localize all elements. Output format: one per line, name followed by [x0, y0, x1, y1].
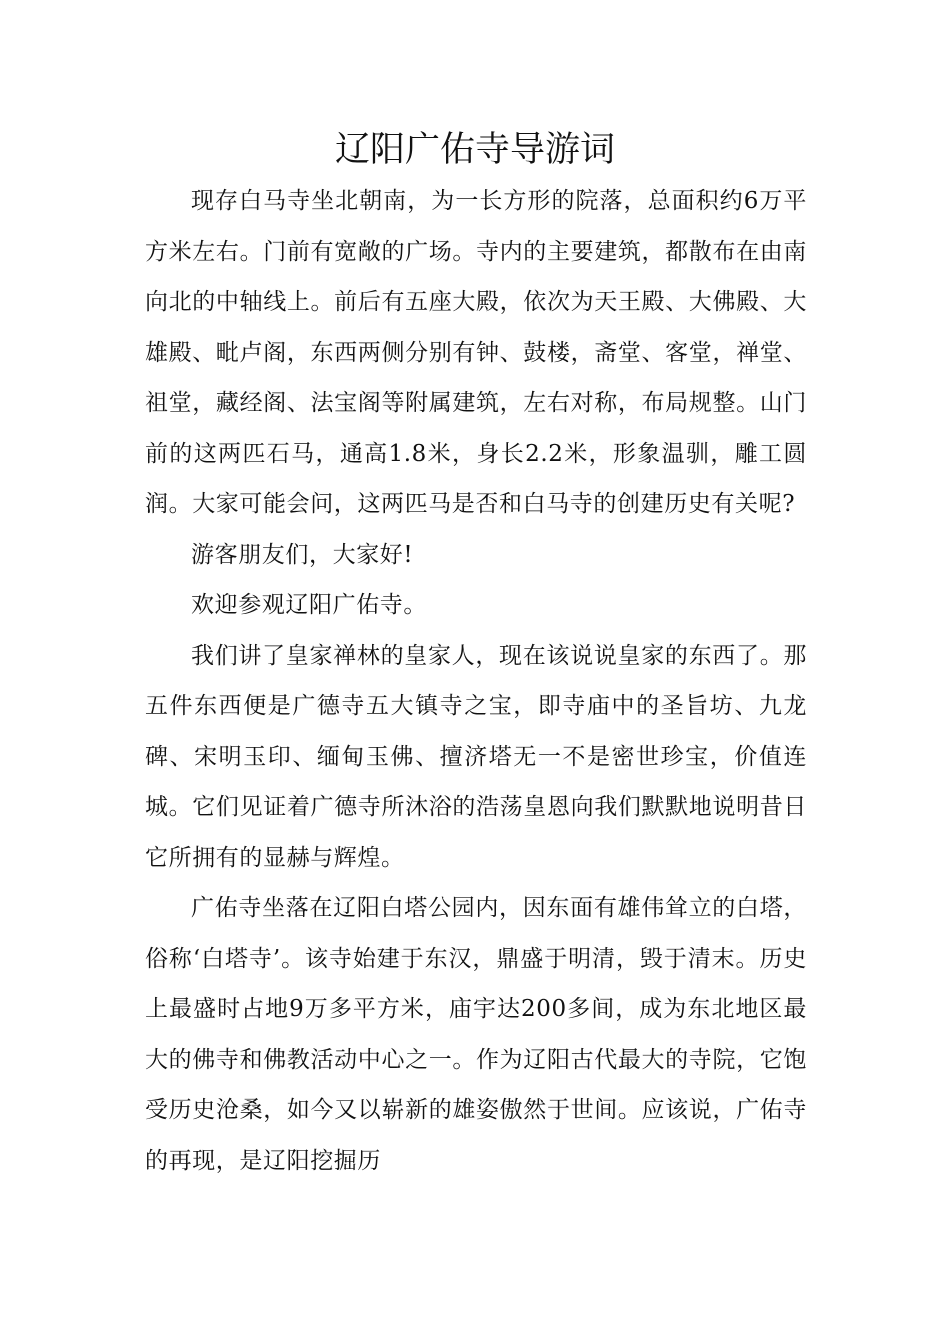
document-title: 辽阳广佑寺导游词: [334, 130, 615, 170]
paragraph-welcome: 欢迎参观辽阳广佑寺。: [191, 592, 427, 618]
paragraph-baima-temple: 现存白马寺坐北朝南，为一长方形的院落，总面积约6万平方米左右。门前有宽敞的广场。寺内的主要建筑，都散布在由南向北的中轴线上。前后有五座大殿，依次为天王殿、大佛殿、大雄殿、毗卢阁，东西两侧分别有钟、鼓楼，斋堂、客堂，禅堂、祖堂，藏经阁、法宝阁等附属建筑，左右对称，布局规整。山门前的这两匹石马，通高1.8米，身长2.2米，形象温驯，雕工圆润。大家可能会问，这两匹马是否和白马寺的创建历史有关呢?: [145, 188, 807, 517]
paragraph-treasures: 我们讲了皇家禅林的皇家人，现在该说说皇家的东西了。那五件东西便是广德寺五大镇寺之宝，即寺庙中的圣旨坊、九龙碑、宋明玉印、缅甸玉佛、擅济塔无一不是密世珍宝，价值连城。它们见证着广德寺所沐浴的浩荡皇恩向我们默默地说明昔日它所拥有的显赫与辉煌。: [145, 642, 807, 871]
document-body: [145, 176, 807, 1186]
paragraph-greeting: 游客朋友们，大家好!: [191, 541, 414, 568]
paragraph-guangyou-temple: 广佑寺坐落在辽阳白塔公园内，因东面有雄伟耸立的白塔，俗称‘白塔寺’。该寺始建于东汉，鼎盛于明清，毁于清末。历史上最盛时占地9万多平方米，庙宇达200多间，成为东北地区最大的佛寺和佛教活动中心之一。作为辽阳古代最大的寺院，它饱受历史沧桑，如今又以崭新的雄姿傲然于世间。应该说，广佑寺的再现，是辽阳挖掘历: [145, 895, 807, 1174]
